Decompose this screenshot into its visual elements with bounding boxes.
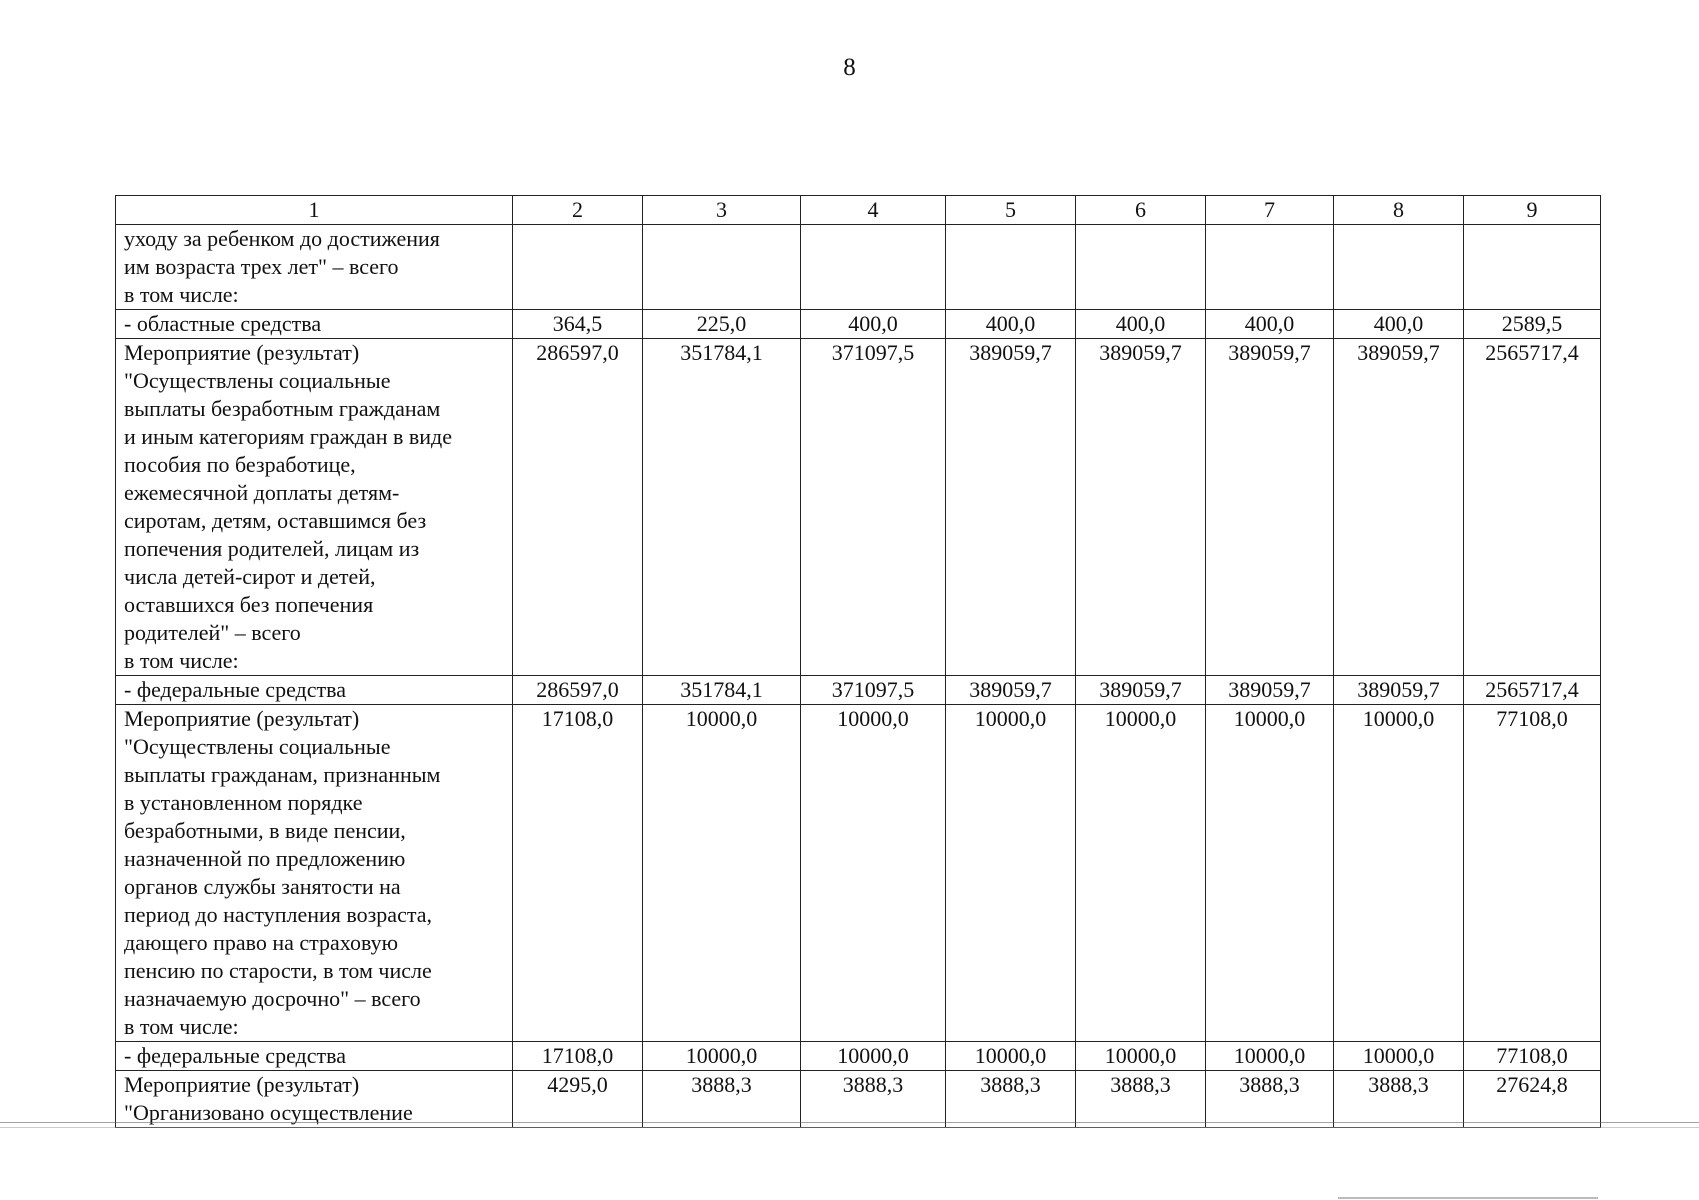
value-cell: 389059,7: [1076, 676, 1206, 705]
value-cell: 10000,0: [1334, 705, 1464, 1042]
value-cell: 10000,0: [946, 1042, 1076, 1071]
value-cell: 10000,0: [801, 705, 946, 1042]
value-cell: [1076, 225, 1206, 310]
description-line: пенсию по старости, в том числе: [124, 958, 432, 983]
value-cell: 10000,0: [1076, 705, 1206, 1042]
description-line: родителей" – всего: [124, 620, 301, 645]
value-cell: 364,5: [513, 310, 643, 339]
value-cell: 3888,3: [1076, 1071, 1206, 1128]
row-description: [116, 225, 513, 310]
value-cell: 10000,0: [1206, 705, 1334, 1042]
description-line: оставшихся без попечения: [124, 592, 374, 617]
description-line: органов службы занятости на: [124, 874, 401, 899]
value-cell: 400,0: [946, 310, 1076, 339]
value-cell: [643, 225, 801, 310]
column-header: 3: [643, 196, 801, 225]
value-cell: 2589,5: [1464, 310, 1601, 339]
description-line: и иным категориям граждан в виде: [124, 424, 452, 449]
funding-source-row: [116, 676, 1601, 705]
value-cell: 27624,8: [1464, 1071, 1601, 1128]
value-cell: 17108,0: [513, 1042, 643, 1071]
table-row: [116, 225, 1601, 310]
column-header: 5: [946, 196, 1076, 225]
description-line: числа детей-сирот и детей,: [124, 564, 376, 589]
value-cell: 3888,3: [1206, 1071, 1334, 1128]
value-cell: 10000,0: [643, 1042, 801, 1071]
value-cell: 371097,5: [801, 339, 946, 676]
row-description: [116, 310, 513, 339]
value-cell: 351784,1: [643, 339, 801, 676]
description-line: дающего право на страховую: [124, 930, 399, 955]
value-cell: 371097,5: [801, 676, 946, 705]
value-cell: [946, 225, 1076, 310]
funding-source-row: [116, 310, 1601, 339]
table-header: [116, 196, 1601, 225]
description-line: им возраста трех лет" – всего: [124, 254, 399, 279]
description-line: Мероприятие (результат): [124, 340, 360, 365]
description-line: - областные средства: [124, 311, 322, 336]
value-cell: 3888,3: [801, 1071, 946, 1128]
value-cell: 400,0: [1334, 310, 1464, 339]
value-cell: 4295,0: [513, 1071, 643, 1128]
row-description: [116, 339, 513, 676]
description-line: "Осуществлены социальные: [124, 734, 391, 759]
header-row: [116, 196, 1601, 225]
value-cell: 400,0: [801, 310, 946, 339]
scan-line: [0, 1122, 1699, 1123]
description-line: назначенной по предложению: [124, 846, 406, 871]
value-cell: [1334, 225, 1464, 310]
value-cell: 400,0: [1076, 310, 1206, 339]
value-cell: 2565717,4: [1464, 339, 1601, 676]
value-cell: 389059,7: [1334, 676, 1464, 705]
value-cell: 10000,0: [801, 1042, 946, 1071]
description-line: выплаты гражданам, признанным: [124, 762, 441, 787]
description-line: уходу за ребенком до достижения: [124, 226, 440, 251]
description-line: "Осуществлены социальные: [124, 368, 391, 393]
value-cell: 286597,0: [513, 676, 643, 705]
row-description: [116, 1042, 513, 1071]
column-header: 7: [1206, 196, 1334, 225]
value-cell: 389059,7: [946, 339, 1076, 676]
value-cell: 77108,0: [1464, 705, 1601, 1042]
table-row: [116, 705, 1601, 1042]
column-header: 9: [1464, 196, 1601, 225]
budget-table: [115, 195, 1601, 1128]
column-header: 1: [116, 196, 513, 225]
column-header: 2: [513, 196, 643, 225]
value-cell: 10000,0: [1076, 1042, 1206, 1071]
description-line: безработными, в виде пенсии,: [124, 818, 406, 843]
column-header: 6: [1076, 196, 1206, 225]
value-cell: [801, 225, 946, 310]
table-row: [116, 1071, 1601, 1128]
funding-source-row: [116, 1042, 1601, 1071]
description-line: ежемесячной доплаты детям-: [124, 480, 400, 505]
value-cell: 389059,7: [946, 676, 1076, 705]
row-description: [116, 1071, 513, 1128]
value-cell: 389059,7: [1076, 339, 1206, 676]
value-cell: 2565717,4: [1464, 676, 1601, 705]
description-line: Мероприятие (результат): [124, 706, 360, 731]
description-line: сиротам, детям, оставшимся без: [124, 508, 427, 533]
description-line: в установленном порядке: [124, 790, 363, 815]
value-cell: [1206, 225, 1334, 310]
value-cell: [513, 225, 643, 310]
description-line: - федеральные средства: [124, 1043, 346, 1068]
value-cell: 17108,0: [513, 705, 643, 1042]
row-description: [116, 676, 513, 705]
table-body: [116, 225, 1601, 1128]
description-line: "Организовано осуществление: [124, 1100, 413, 1125]
value-cell: 389059,7: [1206, 339, 1334, 676]
value-cell: 3888,3: [946, 1071, 1076, 1128]
description-line: попечения родителей, лицам из: [124, 536, 420, 561]
value-cell: 3888,3: [1334, 1071, 1464, 1128]
table-row: [116, 339, 1601, 676]
scan-line: [0, 1127, 1699, 1128]
value-cell: 10000,0: [643, 705, 801, 1042]
description-line: пособия по безработице,: [124, 452, 356, 477]
value-cell: 77108,0: [1464, 1042, 1601, 1071]
description-line: в том числе:: [124, 648, 239, 673]
description-line: Мероприятие (результат): [124, 1072, 360, 1097]
value-cell: 286597,0: [513, 339, 643, 676]
value-cell: 3888,3: [643, 1071, 801, 1128]
value-cell: [1464, 225, 1601, 310]
description-line: - федеральные средства: [124, 677, 346, 702]
page-number: 8: [843, 54, 856, 81]
description-line: выплаты безработным гражданам: [124, 396, 441, 421]
value-cell: 389059,7: [1334, 339, 1464, 676]
description-line: в том числе:: [124, 282, 239, 307]
column-header: 4: [801, 196, 946, 225]
row-description: [116, 705, 513, 1042]
description-line: в том числе:: [124, 1014, 239, 1039]
value-cell: 225,0: [643, 310, 801, 339]
value-cell: 10000,0: [1334, 1042, 1464, 1071]
description-line: назначаемую досрочно" – всего: [124, 986, 421, 1011]
value-cell: 389059,7: [1206, 676, 1334, 705]
value-cell: 351784,1: [643, 676, 801, 705]
column-header: 8: [1334, 196, 1464, 225]
value-cell: 10000,0: [1206, 1042, 1334, 1071]
value-cell: 400,0: [1206, 310, 1334, 339]
value-cell: 10000,0: [946, 705, 1076, 1042]
scan-mark: [1338, 1197, 1598, 1199]
description-line: период до наступления возраста,: [124, 902, 432, 927]
